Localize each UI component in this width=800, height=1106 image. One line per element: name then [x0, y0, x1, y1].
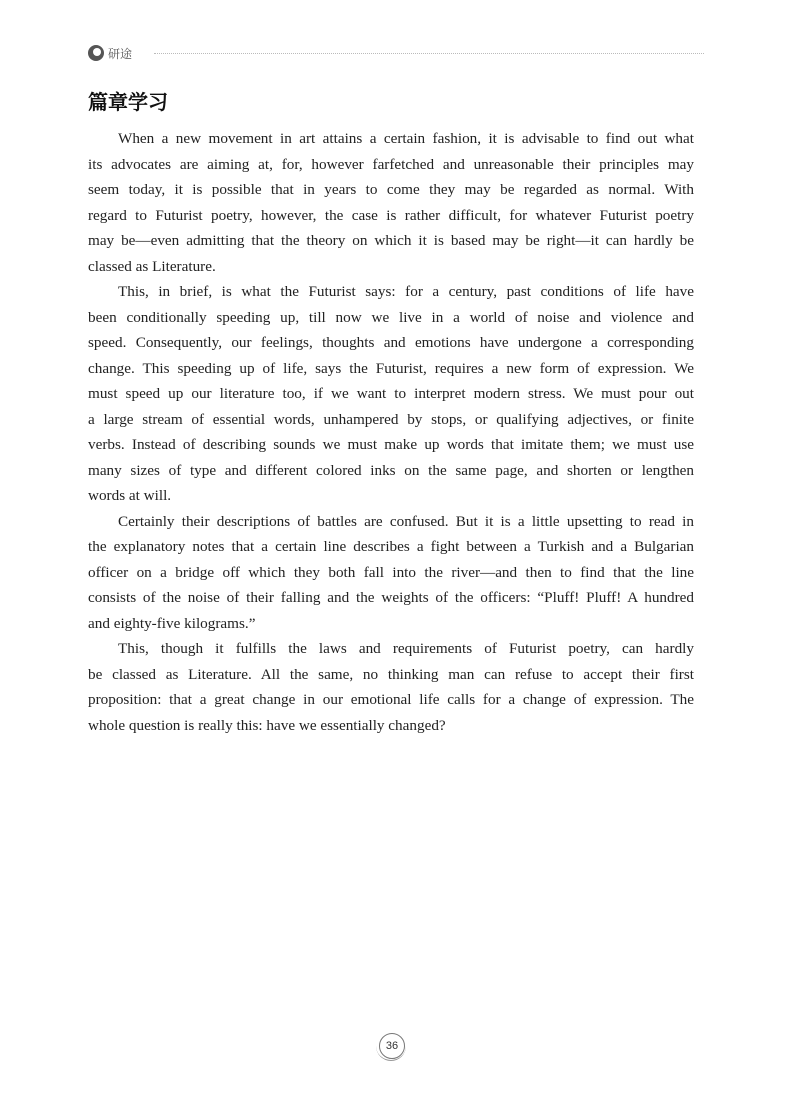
text-line: be classed as Literature. All the same, no thinking man can refuse to accept their first [88, 665, 694, 683]
section-title: 篇章学习 [88, 90, 168, 114]
body-text [88, 126, 694, 738]
text-line: many sizes of type and different colored inks on the same page, and shorten or lengthen [88, 461, 694, 479]
text-line: words at will. [88, 487, 172, 504]
brand-name: 研途 [108, 46, 133, 61]
text-line: verbs. Instead of describing sounds we must make up words that imitate them; we must use [88, 436, 694, 453]
text-line: speed. Consequently, our feelings, thoughts and emotions have undergone a corresponding [88, 334, 694, 351]
text-line: and eighty-five kilograms.” [88, 614, 256, 632]
swirl-logo-icon [88, 45, 104, 61]
text-line: seem today, it is possible that in years to come they may be regarded as normal. With [88, 181, 694, 198]
text-line: This, in brief, is what the Futurist says: for a century, past conditions of life have [118, 283, 694, 300]
text-line: This, though it fulfills the laws and requirements of Futurist poetry, can hardly [118, 640, 694, 657]
text-line: change. This speeding up of life, says the Futurist, requires a new form of expression. We [88, 359, 694, 377]
text-line: a large stream of essential words, unhampered by stops, or qualifying adjectives, or finite [88, 410, 694, 428]
text-line: been conditionally speeding up, till now we live in a world of noise and violence and [88, 308, 694, 326]
text-line: consists of the noise of their falling and the weights of the officers: “Pluff! Pluff! A hundred [88, 589, 694, 606]
text-line: proposition: that a great change in our emotional life calls for a change of expression. The [88, 691, 694, 708]
paragraph [88, 509, 694, 637]
text-line: may be—even admitting that the theory on which it is based may be right—it can hardly be [88, 232, 694, 249]
page-number: 36 [379, 1033, 405, 1059]
text-line: classed as Literature. [88, 257, 216, 275]
text-line: must speed up our literature too, if we want to interpret modern stress. We must pour out [88, 385, 694, 402]
text-line: its advocates are aiming at, for, however farfetched and unreasonable their principles may [88, 155, 694, 173]
text-line: Certainly their descriptions of battles are confused. But it is a little upsetting to read in [118, 512, 694, 530]
text-line: When a new movement in art attains a certain fashion, it is advisable to find out what [118, 130, 694, 147]
text-line: regard to Futurist poetry, however, the case is rather difficult, for whatever Futurist poetry [88, 206, 694, 224]
header-divider [154, 53, 704, 54]
page-header [88, 43, 704, 63]
text-line: the explanatory notes that a certain line describes a fight between a Turkish and a Bulgarian [88, 538, 694, 555]
paragraph [88, 126, 694, 279]
text-line: officer on a bridge off which they both fall into the river—and then to find that the line [88, 563, 694, 581]
paragraph [88, 279, 694, 509]
paragraph [88, 636, 694, 738]
text-line: whole question is really this: have we essentially changed? [88, 716, 446, 734]
